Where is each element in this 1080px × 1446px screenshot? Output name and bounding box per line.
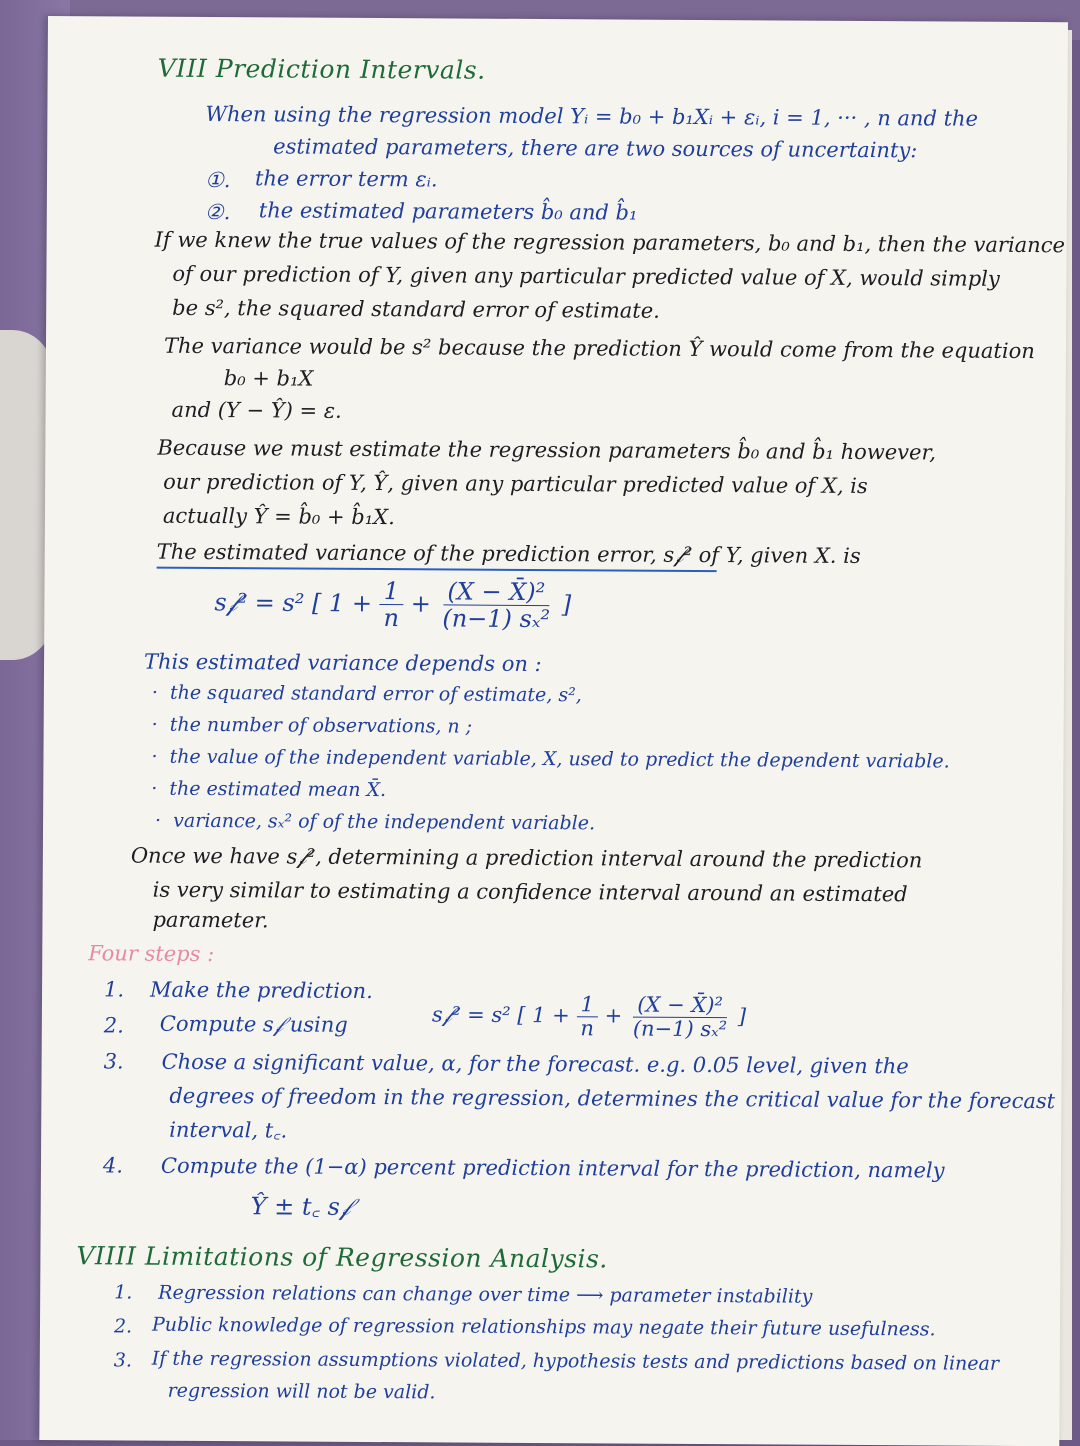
source-1-number: ①.: [204, 167, 231, 193]
limitation-1-number: 1.: [114, 1281, 133, 1304]
paragraph-2-line-2: b₀ + b₁X: [223, 366, 314, 391]
step-1-number: 1.: [103, 977, 125, 1002]
fraction-2-top: (X − X̄)²: [443, 578, 549, 606]
paragraph-3-line-3: actually Ŷ = b̂₀ + b̂₁X.: [162, 503, 395, 530]
step2-formula-close: ]: [737, 1004, 747, 1029]
depends-item-4: · the estimated mean X̄.: [151, 777, 387, 802]
limitation-2-text: Public knowledge of regression relationships may negate their future usefulness.: [151, 1313, 936, 1341]
formula-close: ]: [561, 590, 572, 619]
step2-fraction-2-top: (X − X̄)²: [633, 994, 727, 1019]
step-4-line-1: Compute the (1−α) percent prediction interval for the prediction, namely: [160, 1153, 945, 1183]
step2-fraction-2: [629, 994, 731, 1042]
paragraph-2-line-1: The variance would be s² because the prediction Ŷ would come from the equation: [163, 333, 1035, 364]
step2-fraction-1: [576, 993, 598, 1040]
depends-item-2: · the number of observations, n ;: [151, 713, 473, 738]
paragraph-2-line-3: and (Y − Ŷ) = ε.: [171, 397, 342, 423]
step-4-number: 4.: [102, 1153, 124, 1178]
limitation-3-number: 3.: [113, 1349, 132, 1372]
limitation-2-number: 2.: [113, 1315, 133, 1338]
paragraph-1-line-3: be s², the squared standard error of estimate.: [172, 295, 660, 323]
intro-line-1: When using the regression model Yᵢ = b₀ + b₁Xᵢ + εᵢ, i = 1, ··· , n and the: [205, 101, 979, 131]
step-4-line-2: Ŷ ± t꜀ s𝒻: [250, 1192, 351, 1221]
step-3-number: 3.: [103, 1049, 124, 1074]
section9-title: VIIII Limitations of Regression Analysis.: [76, 1241, 608, 1274]
steps-title: Four steps :: [88, 941, 215, 967]
variance-formula: [214, 577, 571, 633]
step2-fraction-1-top: 1: [577, 993, 599, 1017]
step-3-line-3: interval, t꜀.: [169, 1117, 288, 1143]
paragraph-5-line-3: parameter.: [152, 907, 269, 933]
source-1-text: the error term εᵢ.: [254, 166, 438, 192]
depends-title: This estimated variance depends on :: [143, 649, 542, 677]
intro-line-2: estimated parameters, there are two sources of uncertainty:: [273, 134, 918, 163]
step2-formula-lhs: s𝒻² = s² [ 1 +: [431, 1002, 577, 1028]
paragraph-3-line-2: our prediction of Y, Ŷ, given any particular predicted value of X, is: [163, 469, 868, 499]
depends-item-3: · the value of the independent variable, X, used to predict the dependent variable.: [151, 745, 950, 773]
step2-fraction-1-bottom: n: [580, 1016, 594, 1041]
fraction-1-over-n: [379, 578, 403, 632]
underline: [157, 567, 717, 572]
step-1-text: Make the prediction.: [149, 977, 373, 1004]
fraction-1-bottom: n: [383, 604, 400, 633]
step2-fraction-2-bottom: (n−1) sₓ²: [632, 1016, 728, 1042]
limitation-3-line-2: regression will not be valid.: [167, 1379, 436, 1404]
formula-lhs: s𝒻² = s² [ 1 +: [214, 588, 380, 618]
paragraph-1-line-2: of our prediction of Y, given any particular predicted value of X, would simply: [172, 261, 1000, 291]
limitation-1-text: Regression relations can change over time ⟶ parameter instability: [158, 1281, 813, 1308]
paragraph-4-line-1: The estimated variance of the prediction error, s𝒻² of Y, given X. is: [156, 539, 861, 568]
step2-formula-plus: +: [604, 1003, 630, 1028]
depends-item-5: · variance, sₓ² of of the independent variable.: [155, 809, 596, 835]
limitation-3-line-1: If the regression assumptions violated, hypothesis tests and predictions based on linear: [151, 1347, 1000, 1375]
fraction-2: [438, 578, 554, 632]
step-3-line-1: Chose a significant value, α, for the forecast. e.g. 0.05 level, given the: [161, 1049, 909, 1079]
formula-plus: +: [410, 589, 439, 618]
paragraph-3-line-1: Because we must estimate the regression parameters b̂₀ and b̂₁ however,: [157, 435, 937, 465]
paragraph-5-line-1: Once we have s𝒻², determining a prediction interval around the prediction: [130, 843, 923, 873]
paragraph-1-line-1: If we knew the true values of the regression parameters, b₀ and b₁, then the variance: [154, 227, 1066, 258]
step-2-formula: [432, 992, 746, 1041]
notebook-page: [39, 16, 1068, 1446]
step-2-text: Compute s𝒻 using: [159, 1011, 348, 1037]
source-2-number: ②.: [204, 199, 231, 225]
fraction-2-bottom: (n−1) sₓ²: [442, 604, 551, 634]
depends-item-1: · the squared standard error of estimate, s²,: [151, 681, 582, 707]
section8-title: VIII Prediction Intervals.: [157, 53, 486, 85]
source-2-text: the estimated parameters b̂₀ and b̂₁: [258, 198, 638, 225]
step-2-number: 2.: [103, 1013, 124, 1038]
step-3-line-2: degrees of freedom in the regression, determines the critical value for the forecast: [169, 1083, 1056, 1114]
paragraph-5-line-2: is very similar to estimating a confidence interval around an estimated: [152, 877, 908, 907]
fraction-1-top: 1: [380, 578, 403, 606]
